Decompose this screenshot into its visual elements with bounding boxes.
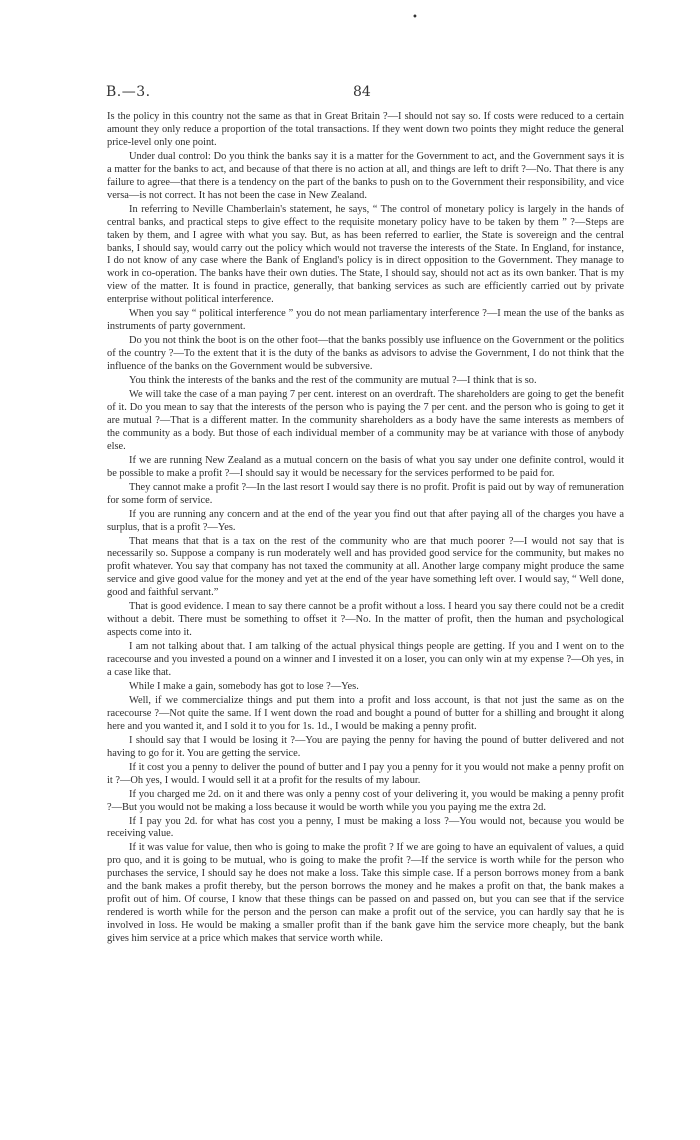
paragraph: If you charged me 2d. on it and there was only a penny cost of your delivering it, you would be making a penny profit ?—But you would not be making a loss because it would be worth while you you paying me the extra 2d.	[107, 788, 624, 813]
paragraph: When you say “ political interference ” you do not mean parliamentary interference ?—I mean the use of the banks as instruments of party government.	[107, 308, 624, 333]
paragraph: Do you not think the boot is on the other foot—that the banks possibly use influence on the Government or the politics of the country ?—To the extent that it is the duty of the banks as advisors to advise the Government, I do not think that the influence of the banks on the Government would be subversive.	[107, 335, 624, 373]
paragraph: If you are running any concern and at the end of the year you find out that after paying all of the charges you have a surplus, that is a profit ?—Yes.	[107, 508, 624, 533]
paragraph: If it was value for value, then who is going to make the profit ? If we are going to have an equivalent of values, a quid pro quo, and it is going to be mutual, who is going to make the profit ?—If the service is worth while for the person who purchases the service, I should say he does not make a loss. Take this simple case. If a person borrows money from a bank and the bank makes a profit thereby, but the person borrows the money and he makes a profit on that, the bank makes a profit out of him. Of course, I know that these things can be passed on and passed on, but you can see that if the service rendered is worth while for the person and the person can make a profit out of the service, you can hardly say that he is involved in loss. He would be making a smaller profit than if the bank gave him the service more cheaply, but the bank gives him service at a price which makes that service worth while.	[107, 842, 624, 945]
paragraph: If it cost you a penny to deliver the pound of butter and I pay you a penny for it you would not make a penny profit on it ?—Oh yes, I would. I would sell it at a profit for the results of my labour.	[107, 761, 624, 786]
paragraph: In referring to Neville Chamberlain's statement, he says, “ The control of monetary policy is largely in the hands of central banks, and practical steps to give effect to the requisite monetary policy have to be taken by them ” ?—Steps are taken by them, and I agree with what you say. But, as has been referred to earlier, the State is sovereign and the central banks, I should say, would carry out the policy which would not traverse the interests of the State. In England, for instance, I do not know of any case where the Bank of England's policy is in direct opposition to the Government. They manage to work in co-operation. The banks have their own duties. The State, I should say, should not act as its own banker. That is my view of the matter. It is found in practice, generally, that banking services as such are efficiently carried out by private enterprise without political interference.	[107, 203, 624, 306]
paragraph: Well, if we commercialize things and put them into a profit and loss account, is that not just the same as on the racecourse ?—Not quite the same. If I went down the road and bought a pound of butter for a shilling and brought it along here and you wanted it, and I sold it to you for 1s. 1d., I would be making a penny profit.	[107, 694, 624, 732]
paragraph: If we are running New Zealand as a mutual concern on the basis of what you say under one definite control, would it be possible to make a profit ?—I should say it would be necessary for the services performed to be paid for.	[107, 454, 624, 479]
page-mark: •	[412, 12, 418, 23]
paragraph: Under dual control: Do you think the banks say it is a matter for the Government to act, and the Government says it is a matter for the banks to act, and because of that there is no action at all, and things are left to drift ?—No. That there is any failure to agree—that there is a tendency on the part of the banks to push on to the Government their responsibility, and vice versa—is not correct. It has not been the case in New Zealand.	[107, 150, 624, 201]
paragraph: While I make a gain, somebody has got to lose ?—Yes.	[129, 680, 359, 692]
paragraph: We will take the case of a man paying 7 per cent. interest on an overdraft. The shareholders are going to get the benefit of it. Do you mean to say that the interests of the person who is paying the 7 per cent. and the person who is going to get it are mutual ?—That is a different matter. In the community shareholders as a body have the same interests as members of the community as a body. But those of each individual member of a community may be at variance with those of anybody else.	[107, 389, 624, 452]
paragraph: They cannot make a profit ?—In the last resort I would say there is no profit. Profit is paid out by way of remuneration for some form of service.	[107, 481, 624, 506]
document-reference: B.—3.	[106, 84, 151, 100]
paragraph: If I pay you 2d. for what has cost you a penny, I must be making a loss ?—You would not, because you would be receiving value.	[107, 815, 624, 840]
document-body	[107, 111, 624, 947]
paragraph: I am not talking about that. I am talking of the actual physical things people are getting. If you and I went on to the racecourse and you invested a pound on a winner and I invested it on a loser, you can only win at my expense ?—Oh yes, in a case like that.	[107, 641, 624, 679]
paragraph: Is the policy in this country not the same as that in Great Britain ?—I should not say so. If costs were reduced to a certain amount they only reduce a proportion of the total transactions. If they went down two points they might reduce the general price-level only one point.	[107, 111, 624, 148]
paragraph: That means that that is a tax on the rest of the community who are that much poorer ?—I would not say that is necessarily so. Suppose a company is run moderately well and has provided good service for the community, but makes no profit whatever. You say that company has not taxed the community at all. Another large company might produce the same service and give good value for the money and yet at the end of the year have something left over. I would say, “ Well done, good and faithful servant.”	[107, 535, 624, 599]
paragraph: I should say that I would be losing it ?—You are paying the penny for having the pound of butter delivered and not having to go for it. You are getting the service.	[107, 734, 624, 759]
paragraph: You think the interests of the banks and the rest of the community are mutual ?—I think that is so.	[129, 375, 537, 387]
page-number: 84	[353, 84, 371, 100]
paragraph: That is good evidence. I mean to say there cannot be a profit without a loss. I heard you say there could not be a credit without a debit. There must be something to offset it ?—No. In the matter of profit, then the human and psychological aspects come into it.	[107, 601, 624, 639]
